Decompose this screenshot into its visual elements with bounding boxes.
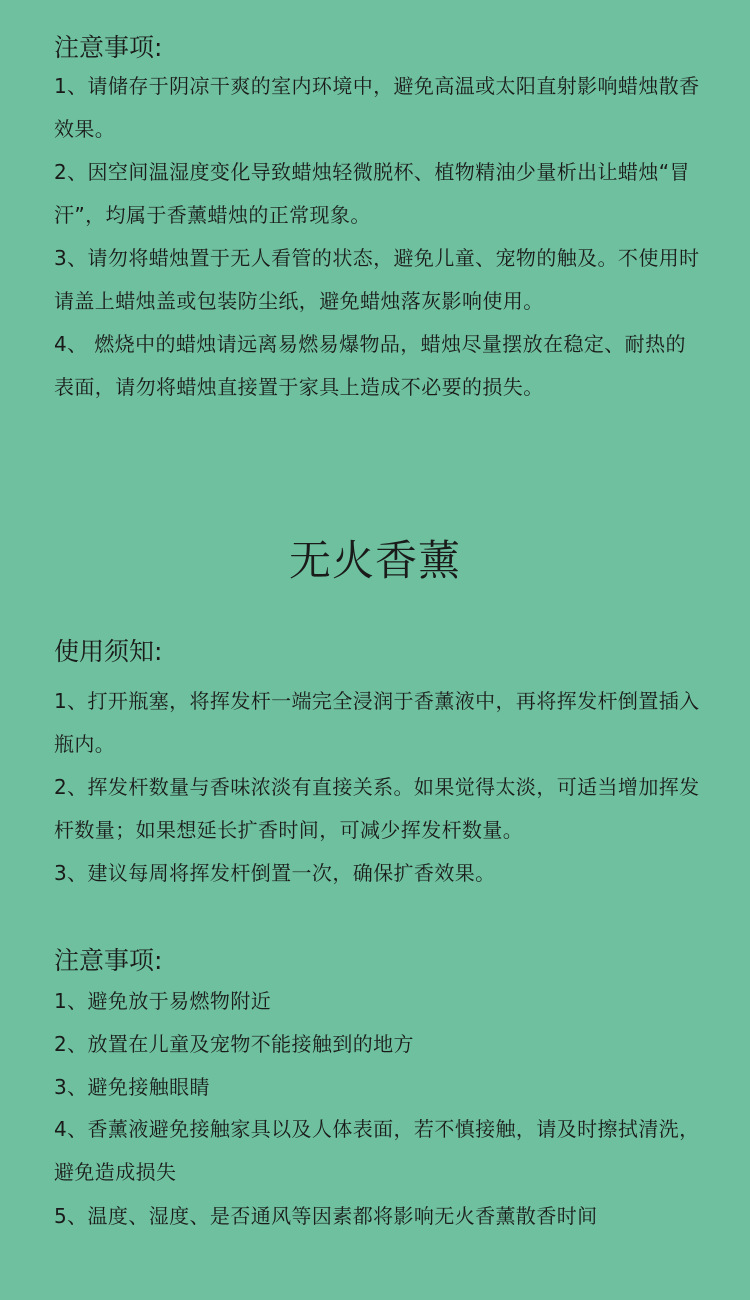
diffuser-notes-heading: 注意事项: (54, 946, 163, 975)
candle-notes-heading: 注意事项: (54, 33, 163, 62)
candle-note-item-3: 3、请勿将蜡烛置于无人看管的状态，避免儿童、宠物的触及。不使用时请盖上蜡烛盖或包装防尘纸，避免蜡烛落灰影响使用。 (54, 246, 700, 313)
diffuser-note-item-5: 5、温度、湿度、是否通风等因素都将影响无火香薰散香时间 (54, 1204, 598, 1228)
candle-note-item-2: 2、因空间温湿度变化导致蜡烛轻微脱杯、植物精油少量析出让蜡烛“冒汗”，均属于香薰蜡烛的正常现象。 (54, 160, 690, 227)
candle-note-item-1: 1、请储存于阴凉干爽的室内环境中，避免高温或太阳直射影响蜡烛散香效果。 (54, 74, 700, 141)
diffuser-note-item-1: 1、避免放于易燃物附近 (54, 989, 272, 1013)
usage-item-2: 2、挥发杆数量与香味浓淡有直接关系。如果觉得太淡，可适当增加挥发杆数量；如果想延长扩香时间，可减少挥发杆数量。 (54, 775, 700, 842)
usage-item-1: 1、打开瓶塞，将挥发杆一端完全浸润于香薰液中，再将挥发杆倒置插入瓶内。 (54, 689, 700, 756)
candle-note-item-4: 4、 燃烧中的蜡烛请远离易燃易爆物品，蜡烛尽量摆放在稳定、耐热的表面，请勿将蜡烛直接置于家具上造成不必要的损失。 (54, 332, 686, 399)
diffuser-note-item-3: 3、避免接触眼睛 (54, 1075, 210, 1099)
diffuser-note-item-2: 2、放置在儿童及宠物不能接触到的地方 (54, 1032, 414, 1056)
diffuser-note-item-4: 4、香薰液避免接触家具以及人体表面，若不慎接触，请及时擦拭清洗，避免造成损失 (54, 1117, 700, 1184)
diffuser-title: 无火香薰 (288, 536, 461, 585)
usage-heading: 使用须知: (54, 637, 163, 666)
usage-item-3: 3、建议每周将挥发杆倒置一次，确保扩香效果。 (54, 861, 496, 885)
